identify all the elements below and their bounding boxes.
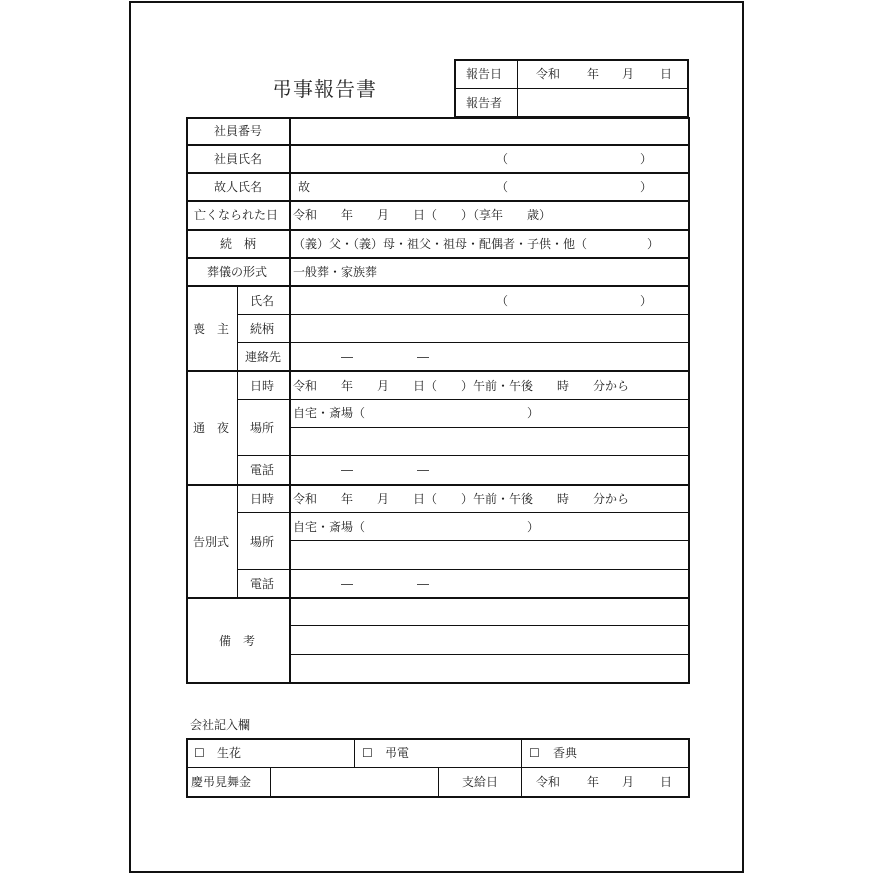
payment-date-era: 令和 <box>536 775 561 789</box>
chief-mourner-contact-label: 連絡先 <box>245 350 282 364</box>
ceremony-place-paren-close: ） <box>527 520 540 534</box>
wake-place-label: 場所 <box>250 421 275 435</box>
wake-place-value: 自宅・斎場（ <box>293 406 366 420</box>
employee-number-label: 社員番号 <box>214 124 263 138</box>
flowers-label: 生花 <box>217 746 242 760</box>
employee-name-paren-open: （ <box>496 152 509 166</box>
flowers-checkbox[interactable]: ☐ <box>194 746 205 760</box>
funeral-type-value: 一般葬・家族葬 <box>293 265 378 279</box>
reporter-label: 報告者 <box>466 96 503 110</box>
ceremony-place-label: 場所 <box>250 535 275 549</box>
employee-name-label: 社員氏名 <box>214 152 263 166</box>
chief-mourner-contact-dash-1: ― <box>341 350 353 364</box>
wake-phone-dash-2: ― <box>417 463 429 477</box>
funeral-type-label: 葬儀の形式 <box>207 265 268 279</box>
telegram-label: 弔電 <box>385 746 410 760</box>
ceremony-place-value: 自宅・斎場（ <box>293 520 366 534</box>
report-date-era: 令和 <box>536 67 561 81</box>
chief-mourner-paren-close: ） <box>640 294 653 308</box>
chief-mourner-name-label: 氏名 <box>250 294 275 308</box>
ceremony-phone-label: 電話 <box>250 577 275 591</box>
report-date-label: 報告日 <box>466 67 503 81</box>
relation-label: 続 柄 <box>220 237 257 251</box>
koden-checkbox[interactable]: ☐ <box>529 746 540 760</box>
telegram-checkbox[interactable]: ☐ <box>362 746 373 760</box>
ceremony-label: 告別式 <box>193 535 230 549</box>
remarks-label: 備 考 <box>219 634 256 648</box>
employee-name-paren-close: ） <box>640 152 653 166</box>
report-date-month: 月 <box>622 67 635 81</box>
death-date-value: 令和 年 月 日（ ）（享年 歳） <box>293 208 552 222</box>
report-date-year: 年 <box>587 67 600 81</box>
ceremony-phone-dash-2: ― <box>417 577 429 591</box>
condolence-money-label: 慶弔見舞金 <box>191 775 252 789</box>
deceased-name-paren-close: ） <box>640 180 653 194</box>
chief-mourner-contact-dash-2: ― <box>417 350 429 364</box>
wake-label: 通 夜 <box>193 421 230 435</box>
relation-value: （義）父・（義）母・祖父・祖母・配偶者・子供・他（ ） <box>293 237 660 251</box>
page-title: 弔事報告書 <box>272 77 377 101</box>
chief-mourner-paren-open: （ <box>496 294 509 308</box>
ceremony-datetime-value: 令和 年 月 日（ ）午前・午後 時 分から <box>293 492 630 506</box>
payment-date-label: 支給日 <box>462 775 499 789</box>
ceremony-phone-dash-1: ― <box>341 577 353 591</box>
death-date-label: 亡くなられた日 <box>194 208 279 222</box>
deceased-name-paren-open: （ <box>496 180 509 194</box>
company-section-label: 会社記入欄 <box>190 718 251 732</box>
report-date-day: 日 <box>660 67 673 81</box>
wake-phone-dash-1: ― <box>341 463 353 477</box>
chief-mourner-label: 喪 主 <box>193 322 230 336</box>
wake-datetime-label: 日時 <box>250 379 275 393</box>
chief-mourner-relation-label: 続柄 <box>250 322 275 336</box>
wake-place-paren-close: ） <box>527 406 540 420</box>
ceremony-datetime-label: 日時 <box>250 492 275 506</box>
deceased-prefix: 故 <box>298 180 311 194</box>
payment-date-month: 月 <box>622 775 635 789</box>
payment-date-day: 日 <box>660 775 673 789</box>
koden-label: 香典 <box>553 746 578 760</box>
payment-date-year: 年 <box>587 775 600 789</box>
wake-phone-label: 電話 <box>250 463 275 477</box>
wake-datetime-value: 令和 年 月 日（ ）午前・午後 時 分から <box>293 379 630 393</box>
deceased-name-label: 故人氏名 <box>214 180 263 194</box>
